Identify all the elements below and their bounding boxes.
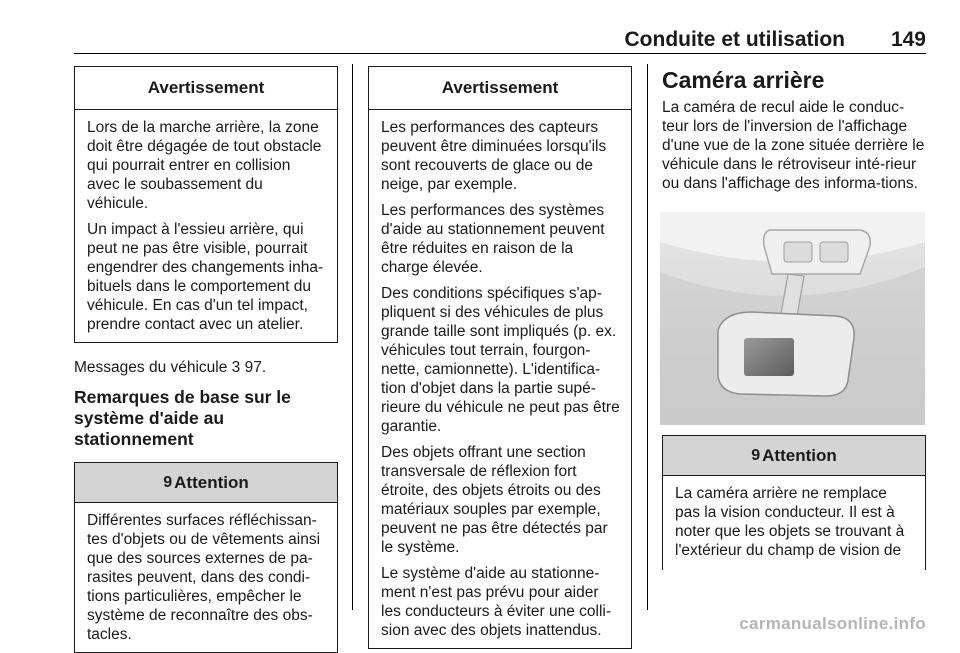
warning-box-2-para-5: Le système d'aide au stationne-ment n'est pas prévu pour aider les conducteurs à éviter une colli-sion avec des objets inattendus. (381, 565, 612, 639)
warning-box-2-title: Avertissement (369, 67, 631, 110)
section-subheading: Remarques de base sur le système d'aide au stationnement (74, 387, 291, 449)
warning-triangle-icon: 9 (751, 446, 761, 464)
column-divider-1 (352, 64, 353, 610)
attention-box-2-title: Attention (762, 445, 837, 465)
page-number: 149 (890, 28, 926, 51)
attention-box-1 (74, 462, 338, 653)
warning-triangle-icon: 9 (163, 473, 173, 491)
warning-box-2-para-1: Les performances des capteurs peuvent être diminuées lorsqu'ils sont recouverts de glace ou de neige, par exemple. (381, 119, 607, 193)
header-title: Conduite et utilisation (624, 28, 845, 51)
attention-box-2-header (663, 436, 925, 476)
attention-box-2-text: La caméra arrière ne remplace pas la vision conducteur. Il est à noter que les objets se trouvant à l'extérieur du champ de vision de (675, 485, 905, 559)
rearview-mirror-illustration (660, 212, 925, 425)
messages-reference: Messages du véhicule 3 97. (74, 359, 267, 376)
warning-box-1-title: Avertissement (75, 67, 337, 110)
warning-box-2-para-4: Des objets offrant une section transversale de réflexion fort étroite, des objets étroits ou des matériaux souples par exemple, peuvent ne pas être détectés par le système. (381, 444, 608, 556)
warning-box-1-para-2: Un impact à l'essieu arrière, qui peut ne pas être visible, pourrait engendrer des changements inha-bituels dans le comportement du véhicule. En cas d'un tel impact, prendre contact avec un atelier. (87, 221, 324, 333)
warning-box-1-para-1: Lors de la marche arrière, la zone doit être dégagée de tout obstacle qui pourrait entrer en collision avec le soubassement du véhicule. (87, 119, 322, 212)
camera-intro: La caméra de recul aide le conduc-teur lors de l'inversion de l'affichage d'une vue de la zone située derrière le véhicule dans le rétroviseur inté-rieur ou dans l'affichage des informa-tions. (662, 99, 925, 192)
column-divider-2 (647, 64, 648, 610)
warning-box-2-para-3: Des conditions spécifiques s'ap-pliquent si des véhicules de plus grande taille sont impliqués (p. ex. véhicules tout terrain, fourgon-nette, camionnette). L'identifica-tion d'objet dans la partie supé-rieure du véhicule ne peut pas être garantie. (381, 285, 620, 435)
attention-box-1-text: Différentes surfaces réfléchissan-tes d'objets ou de vêtements ainsi que des sources externes de pa-rasites peuvent, dans des condi-tions particulières, empêcher le système de reconnaître des obs-tacles. (87, 512, 321, 643)
warning-box-2-body (369, 110, 631, 648)
column-3 (662, 66, 926, 193)
warning-box-2 (368, 66, 632, 649)
warning-box-2-para-2: Les performances des systèmes d'aide au stationnement peuvent être réduites en raison de la charge élevée. (381, 202, 605, 276)
warning-box-1 (74, 66, 338, 343)
warning-box-1-body (75, 110, 337, 342)
camera-heading: Caméra arrière (662, 67, 825, 93)
column-3-attention (662, 435, 926, 570)
attention-box-1-title: Attention (174, 472, 249, 492)
column-2 (368, 66, 632, 649)
attention-box-1-body (75, 503, 337, 652)
attention-box-1-header (75, 463, 337, 503)
attention-box-2-body (663, 476, 925, 570)
rearview-mirror-icon (660, 212, 925, 425)
column-1 (74, 66, 338, 653)
attention-box-2 (662, 435, 926, 570)
watermark-text: carmanualsonline.info (739, 614, 926, 633)
header-rule (74, 53, 926, 54)
